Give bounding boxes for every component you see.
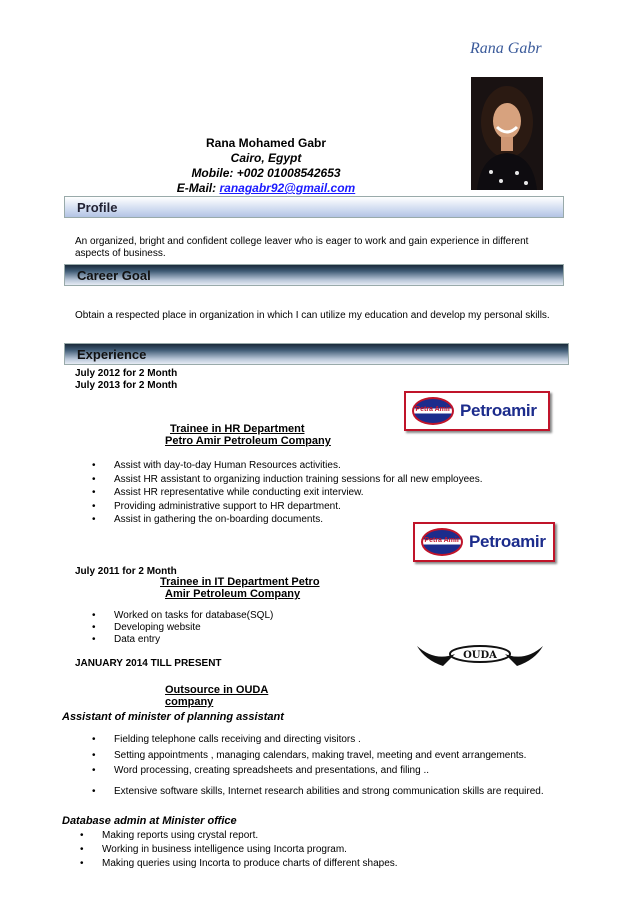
date-range: July 2013 for 2 Month — [75, 380, 178, 391]
job-company: Petro Amir Petroleum Company — [165, 435, 331, 447]
job-title: Trainee in IT Department Petro — [160, 576, 320, 588]
career-goal-heading: Career Goal — [64, 264, 564, 286]
job2-duties — [92, 610, 273, 646]
signature: Rana Gabr — [470, 40, 542, 57]
ouda-logo — [415, 640, 545, 668]
petroamir-emblem-icon: Petra Amir — [421, 528, 463, 556]
profile-photo — [471, 77, 543, 190]
list-item: • Assist with day-to-day Human Resources activities. — [92, 459, 483, 473]
mobile: Mobile: +002 01008542653 — [191, 166, 341, 180]
email-label: E-Mail: — [176, 181, 217, 195]
job-title: Outsource in OUDA — [165, 684, 269, 696]
profile-text: An organized, bright and confident college leaver who is eager to work and gain experience in different aspects of business. — [75, 236, 529, 259]
experience-heading: Experience — [64, 343, 569, 365]
job-company: Amir Petroleum Company — [165, 588, 301, 600]
ouda-wordmark: OUDA — [463, 650, 497, 661]
date-range: July 2011 for 2 Month — [75, 566, 177, 577]
email-link[interactable]: ranagabr92@gmail.com — [219, 181, 356, 195]
list-item: • Word processing, creating spreadsheets and presentations, and filing .. — [92, 763, 544, 779]
list-item: • Data entry — [92, 634, 273, 646]
full-name: Rana Mohamed Gabr — [205, 136, 327, 150]
petroamir-wordmark: Petroamir — [460, 401, 537, 420]
job-company: company — [165, 696, 214, 708]
list-item: • Developing website — [92, 622, 273, 634]
petroamir-emblem-icon: Petra Amir — [412, 397, 454, 425]
petroamir-logo — [404, 391, 550, 431]
list-item: • Worked on tasks for database(SQL) — [92, 610, 273, 622]
career-goal-text: Obtain a respected place in organization in which I can utilize my education and develop my personal skills. — [75, 310, 550, 321]
list-item: • Extensive software skills, Internet research abilities and strong communication skills are required. — [92, 784, 544, 800]
list-item: • Fielding telephone calls receiving and directing visitors . — [92, 732, 544, 748]
list-item: • Making queries using Incorta to produce charts of different shapes. — [80, 857, 398, 871]
petroamir-wordmark: Petroamir — [469, 532, 546, 551]
list-item: • Assist in gathering the on-boarding documents. — [92, 513, 483, 527]
petroamir-logo — [413, 522, 555, 562]
job1-duties — [92, 459, 483, 527]
list-item: • Making reports using crystal report. — [80, 829, 398, 843]
list-item: • Assist HR representative while conducting exit interview. — [92, 486, 483, 500]
contact-block — [150, 136, 382, 196]
job-role: Database admin at Minister office — [62, 815, 237, 827]
job3-duties — [92, 732, 544, 799]
list-item: • Assist HR assistant to organizing induction training sessions for all new employees. — [92, 473, 483, 487]
profile-heading: Profile — [64, 196, 564, 218]
list-item: • Providing administrative support to HR department. — [92, 500, 483, 514]
list-item: • Setting appointments , managing calendars, making travel, meeting and event arrangements. — [92, 748, 544, 764]
date-range: July 2012 for 2 Month — [75, 368, 178, 379]
location: Cairo, Egypt — [230, 151, 302, 165]
date-range: JANUARY 2014 TILL PRESENT — [75, 658, 222, 669]
job-title: Trainee in HR Department — [170, 423, 305, 435]
job-role: Assistant of minister of planning assistant — [62, 711, 284, 723]
email-line — [150, 181, 382, 196]
job4-duties — [80, 829, 398, 871]
list-item: • Working in business intelligence using Incorta program. — [80, 843, 398, 857]
